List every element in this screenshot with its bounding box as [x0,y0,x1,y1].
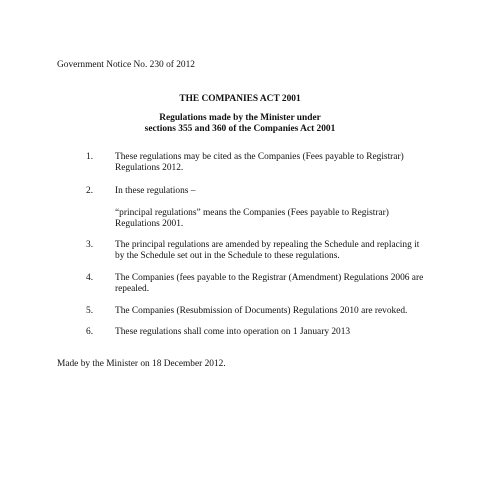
regulations-heading-line1: Regulations made by the Minister under [159,113,321,123]
definition-principal-regulations: “principal regulations” means the Companies (Fees payable to Registrar) Regulations 2001. [115,208,389,230]
item-text: These regulations may be cited as the Companies (Fees payable to Registrar) Regulations 2012. [115,152,404,174]
item-text: These regulations shall come into operation on 1 January 2013 [115,327,351,337]
closing-statement: Made by the Minister on 18 December 2012. [57,359,226,369]
item-text: In these regulations – [115,186,196,196]
item-text: The Companies (Resubmission of Documents) Regulations 2010 are revoked. [115,306,408,316]
regulations-heading-line2: sections 355 and 360 of the Companies Act 2001 [144,124,336,134]
item-number: 1. [86,152,94,162]
item-number: 5. [86,306,94,316]
item-number: 2. [86,186,94,196]
item-number: 3. [86,240,94,250]
government-notice-number: Government Notice No. 230 of 2012 [57,60,195,70]
item-text: The Companies (fees payable to the Registrar (Amendment) Regulations 2006 are repealed. [115,273,424,295]
item-text: The principal regulations are amended by repealing the Schedule and replacing it by the Schedule set out in the Schedule to these regulations. [115,240,420,262]
item-number: 4. [86,273,94,283]
item-number: 6. [86,327,94,337]
act-title: THE COMPANIES ACT 2001 [179,94,301,104]
